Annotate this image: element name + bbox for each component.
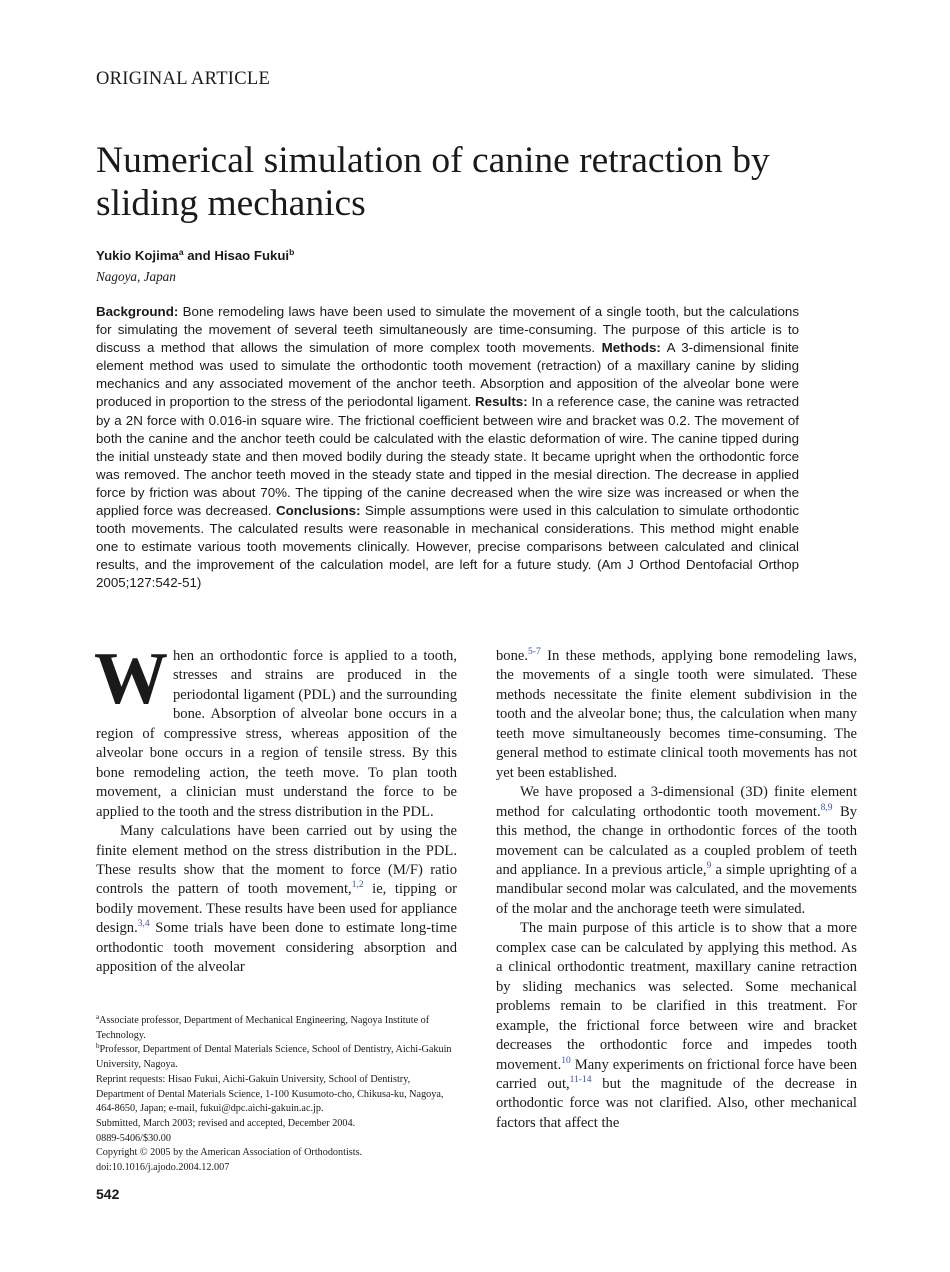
- author-line: [96, 247, 294, 263]
- affiliation-mark: a: [178, 247, 184, 257]
- paragraph-text: By this method, the change in orthodontic forces of the tooth movement can be calculated as a coupled problem of teeth and appliance. In a previous article,: [496, 803, 857, 878]
- body-paragraph: [496, 647, 857, 783]
- abstract-conclusions: Simple assumptions were used in this calculation to simulate orthodontic tooth movements. The calculated results were reasonable in mechanical considerations. This method might enable one to estimate various tooth movements clinically. However, precise comparisons between calculated and clinical results, and the improvement of the calculation model, are left for a future study. (Am J Orthod Dentofacial Orthop 2005;127:542-51): [96, 503, 800, 591]
- paragraph-text: In these methods, applying bone remodeling laws, the movements of a single tooth were simulated. These methods necessitate the finite element subdivision in the tooth and the alveolar bone; thus, the calculation when many teeth move simultaneously becomes time-consuming. The general method to estimate clinical tooth movements has not yet been established.: [496, 648, 857, 781]
- footnote-mark: b: [96, 1042, 100, 1051]
- footnote-text: Professor, Department of Dental Materials Science, School of Dentistry, Aichi-Gakuin University, Nagoya.: [96, 1044, 452, 1071]
- footnotes: [96, 1014, 457, 1176]
- section-label: ORIGINAL ARTICLE: [96, 69, 271, 89]
- page-number: 542: [96, 1186, 120, 1202]
- citation-link[interactable]: 1,2: [351, 880, 364, 891]
- footnote-affiliation-b: [96, 1043, 457, 1072]
- abstract-results-label: Results:: [475, 394, 528, 410]
- footnote-text: Associate professor, Department of Mechanical Engineering, Nagoya Institute of Technology.: [96, 1015, 430, 1041]
- citation-link[interactable]: 10: [561, 1055, 571, 1066]
- author-name: Yukio Kojima: [96, 248, 179, 263]
- footnote-mark: a: [96, 1013, 100, 1021]
- body-column-right: [496, 647, 857, 1133]
- body-paragraph: [94, 638, 457, 822]
- affiliation-mark: b: [289, 247, 295, 257]
- paragraph-text: We have proposed a 3-dimensional (3D) finite element method for calculating orthodontic tooth movement.: [496, 784, 857, 820]
- abstract-background: Bone remodeling laws have been used to simulate the movement of a single tooth, but the calculations for simulating the movement of several teeth simultaneously are time-consuming. The purpose of this article is to discuss a method that allows the simulation of more complex tooth movements.: [96, 304, 799, 356]
- citation-link[interactable]: 3,4: [137, 919, 150, 930]
- paragraph-text: Many calculations have been carried out by using the finite element method on the stress distribution in the PDL. These results show that the moment to force (M/F) ratio controls the pattern of tooth movement,: [96, 823, 457, 898]
- abstract-conclusions-label: Conclusions:: [276, 503, 361, 519]
- footnote-copyright: Copyright © 2005 by the American Association of Orthodontists.: [96, 1147, 363, 1159]
- abstract-background-label: Background:: [96, 304, 179, 319]
- article-title: Numerical simulation of canine retraction by sliding mechanics: [96, 140, 770, 224]
- footnote-reprint-requests: Reprint requests: Hisao Fukui, Aichi-Gakuin University, School of Dentistry, Department of Dental Materials Science, 1-100 Kusumoto-cho, Chikusa-ku, Nagoya, 464-8650, Japan; e-mail, fukui@dpc.aichi-gakuin.ac.jp.: [96, 1073, 444, 1115]
- citation-link[interactable]: 11-14: [569, 1074, 592, 1085]
- abstract: [96, 303, 799, 593]
- abstract-methods: A 3-dimensional finite element method was used to simulate the orthodontic tooth movement (retraction) of a maxillary canine by sliding mechanics and any associated movement of the anchor teeth. Absorption and apposition of the alveolar bone were produced in proportion to the stress of the periodontal ligament.: [96, 340, 799, 410]
- paragraph-text: The main purpose of this article is to show that a more complex case can be calculated by applying this method. As a clinical orthodontic treatment, maxillary canine retraction by sliding mechanics was selected. Some mechanical problems remain to be clarified in this treatment. For example, the frictional force between wire and bracket decreases the orthodontic force and impedes tooth movement.: [496, 920, 857, 1073]
- citation-link[interactable]: 5-7: [528, 647, 541, 657]
- body-paragraph: [496, 919, 857, 1133]
- citation-link[interactable]: 8,9: [820, 802, 833, 813]
- paragraph-text: a simple uprighting of a mandibular second molar was calculated, and the movements of the molar and the anchorage teeth were simulated.: [496, 861, 858, 917]
- author-location: Nagoya, Japan: [96, 269, 176, 284]
- paragraph-text: Some trials have been done to estimate long-time orthodontic tooth movement considering absorption and apposition of the alveolar: [96, 920, 457, 976]
- footnote-affiliation-a: [96, 1014, 457, 1043]
- body-column-left: [94, 638, 457, 978]
- body-paragraph: [96, 822, 457, 978]
- paragraph-text: but the magnitude of the decrease in orthodontic force was not clarified. Also, other mechanical factors that affect the: [496, 1075, 858, 1131]
- drop-cap: W: [94, 638, 168, 720]
- author-name: Hisao Fukui: [214, 248, 290, 263]
- paragraph-text: hen an orthodontic force is applied to a tooth, stresses and strains are produced in the periodontal ligament (PDL) and the surrounding bone. Absorption of alveolar bone occurs in a region of compressive stress, whereas apposition of the alveolar bone occurs in a region of tensile stress. By this bone remodeling action, the teeth move. To plan tooth movement, a clinician must understand the force to be applied to the tooth and the stress distribution in the PDL.: [96, 648, 457, 820]
- abstract-results: In a reference case, the canine was retracted by a 2N force with 0.016-in square wire. The frictional coefficient between wire and bracket was 0.2. The movement of both the canine and the anchor teeth could be calculated with the elastic deformation of wire. The canine tipped during the initial unsteady state and then moved bodily during the steady state. It became upright when the orthodontic force was removed. The anchor teeth moved in the steady state and tipped in the mesial direction. The decrease in applied force by friction was about 70%. The tipping of the canine decreased when the wire size was increased or when the applied force was decreased.: [96, 394, 799, 519]
- footnote-doi[interactable]: doi:10.1016/j.ajodo.2004.12.007: [96, 1162, 230, 1174]
- paragraph-text: ie, tipping or bodily movement. These results have been used for appliance design.: [96, 881, 457, 937]
- paragraph-text: bone.: [496, 648, 529, 664]
- paragraph-text: Many experiments on frictional force have been carried out,: [496, 1056, 857, 1092]
- abstract-methods-label: Methods:: [601, 340, 661, 356]
- body-paragraph: [496, 783, 857, 919]
- footnote-issn: 0889-5406/$30.00: [96, 1132, 171, 1144]
- citation-link[interactable]: 9: [706, 860, 712, 871]
- footnote-submitted: Submitted, March 2003; revised and accepted, December 2004.: [96, 1117, 356, 1129]
- author-conjunction: and: [183, 248, 215, 263]
